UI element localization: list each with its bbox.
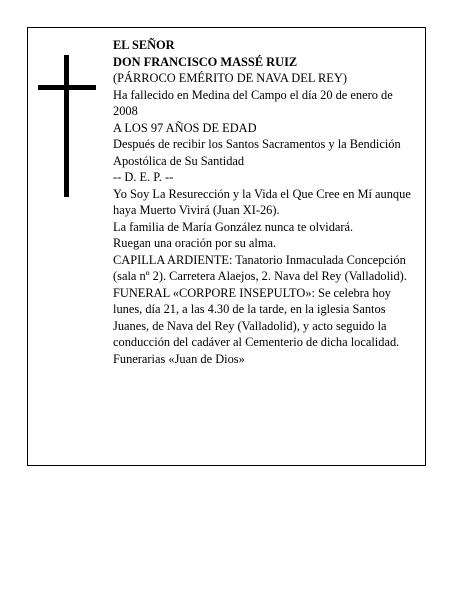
death-statement: Ha fallecido en Medina del Campo el día 20 de enero de 2008: [113, 87, 393, 118]
chapel-details: CAPILLA ARDIENTE: Tanatorio Inmaculada Concepción (sala nº 2). Carretera Alaejos, 2. Nava del Rey (Valladolid).: [113, 252, 407, 283]
cross-horizontal-bar: [38, 85, 96, 90]
deceased-title: EL SEÑOR: [113, 38, 175, 52]
deceased-name: DON FRANCISCO MASSÉ RUIZ: [113, 54, 298, 69]
sacraments-statement: Después de recibir los Santos Sacramentos y la Bendición Apostólica de Su Santidad: [113, 137, 401, 168]
scripture-quote: Yo Soy La Resurección y la Vida el Que Cree en Mí aunque haya Muerto Vivirá (Juan XI-26).: [113, 186, 411, 217]
age-statement: A LOS 97 AÑOS DE EDAD: [113, 120, 257, 135]
family-message: La familia de María González nunca te olvidará.: [113, 219, 354, 234]
cross-vertical-bar: [64, 55, 69, 197]
deceased-position: (PÁRROCO EMÉRITO DE NAVA DEL REY): [113, 71, 347, 85]
prayer-request: Ruegan una oración por su alma.: [113, 236, 277, 250]
funeral-home: Funerarias «Juan de Dios»: [113, 351, 245, 366]
cross-icon: [38, 55, 96, 197]
funeral-details: FUNERAL «CORPORE INSEPULTO»: Se celebra hoy lunes, día 21, a las 4.30 de la tarde, en la iglesia Santos Juanes, de Nava del Rey (Valladolid), y acto seguido la conducción del cadáver al Cementerio de dicha localidad.: [113, 285, 400, 349]
rip-line: -- D. E. P. --: [113, 170, 174, 184]
obituary-text: [113, 37, 413, 367]
